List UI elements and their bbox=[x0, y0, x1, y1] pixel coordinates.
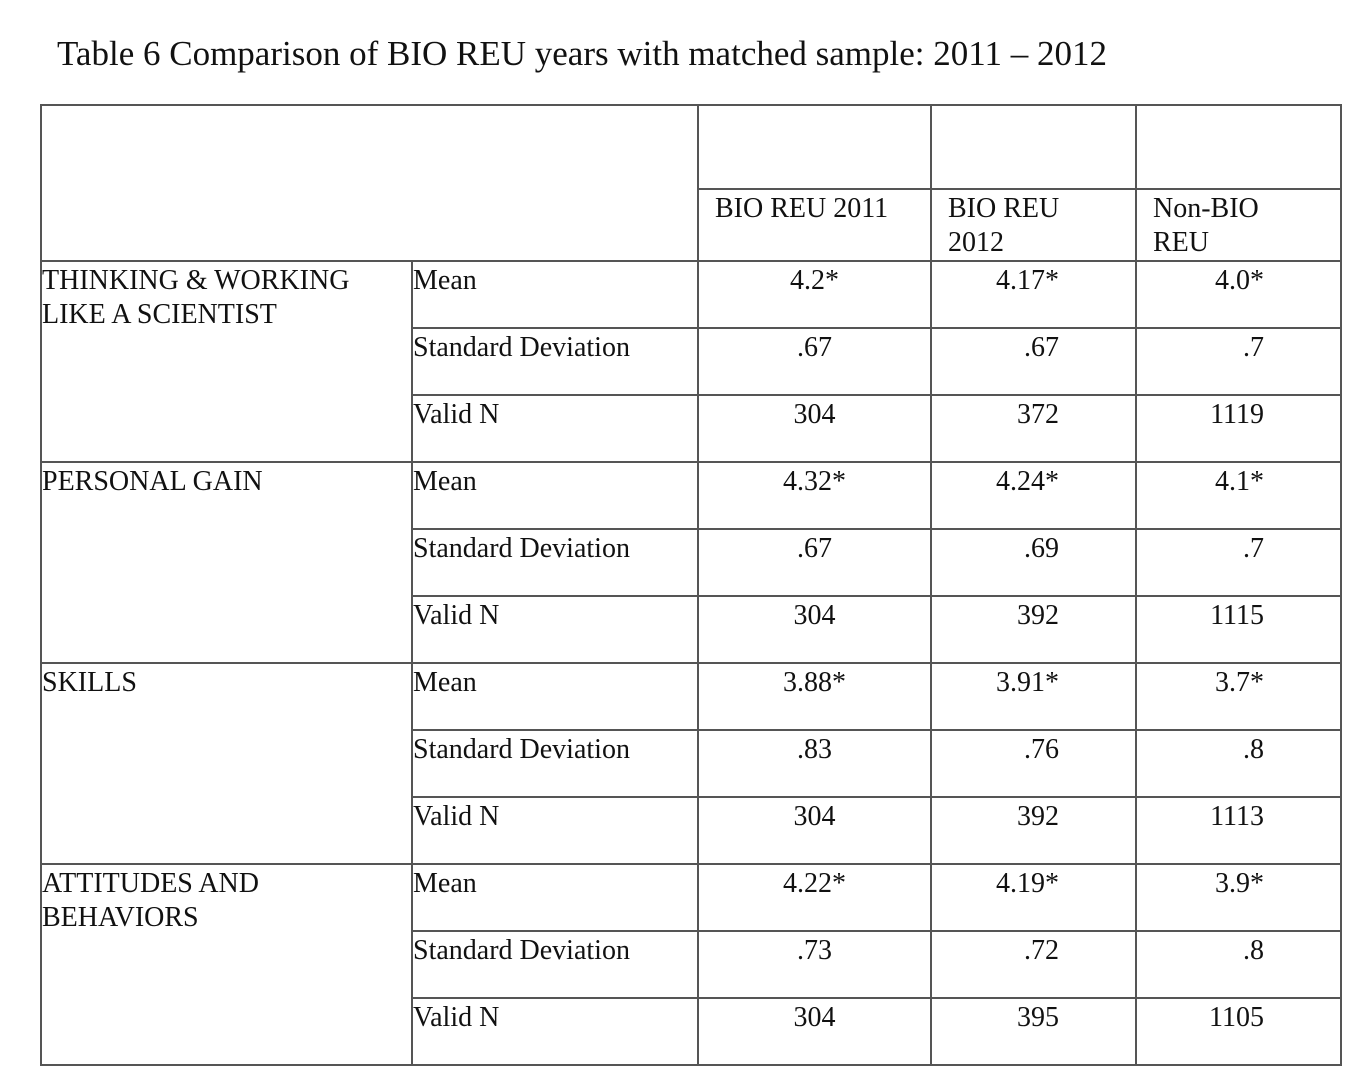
statistic-label-cell bbox=[412, 529, 698, 596]
statistic-label: Standard Deviation bbox=[413, 935, 630, 966]
category-cell bbox=[41, 261, 412, 462]
cell-value: 304 bbox=[793, 1002, 836, 1033]
cell-value: 4.2* bbox=[790, 265, 839, 296]
cell-value: 4.24* bbox=[996, 466, 1059, 497]
table-row bbox=[41, 864, 1341, 931]
value-cell bbox=[698, 529, 931, 596]
statistic-label: Valid N bbox=[413, 1002, 500, 1033]
cell-value: 392 bbox=[1017, 600, 1059, 631]
value-cell bbox=[698, 328, 931, 395]
cell-value: 3.9* bbox=[1215, 868, 1264, 899]
statistic-label: Mean bbox=[413, 868, 477, 899]
cell-value: 4.0* bbox=[1215, 265, 1264, 296]
value-cell bbox=[698, 797, 931, 864]
statistic-label-cell bbox=[412, 462, 698, 529]
cell-value: 304 bbox=[793, 399, 836, 430]
cell-value: .69 bbox=[1024, 533, 1059, 564]
value-cell bbox=[931, 797, 1136, 864]
header-spacer-cell bbox=[698, 105, 931, 189]
value-cell bbox=[698, 462, 931, 529]
value-cell bbox=[931, 998, 1136, 1065]
cell-value: .8 bbox=[1243, 935, 1264, 966]
value-cell bbox=[1136, 395, 1341, 462]
value-cell bbox=[1136, 261, 1341, 328]
value-cell bbox=[1136, 998, 1341, 1065]
statistic-label-cell bbox=[412, 395, 698, 462]
value-cell bbox=[698, 730, 931, 797]
cell-value: 304 bbox=[793, 600, 836, 631]
column-header-bio-reu-2012: BIO REU 2012 bbox=[931, 189, 1136, 261]
statistic-label-cell bbox=[412, 261, 698, 328]
statistic-label-cell bbox=[412, 663, 698, 730]
statistic-label: Mean bbox=[413, 265, 477, 296]
statistic-label-cell bbox=[412, 864, 698, 931]
value-cell bbox=[1136, 529, 1341, 596]
cell-value: 4.22* bbox=[783, 868, 846, 899]
value-cell bbox=[1136, 462, 1341, 529]
statistic-label-cell bbox=[412, 797, 698, 864]
cell-value: 4.19* bbox=[996, 868, 1059, 899]
cell-value: 3.88* bbox=[783, 667, 846, 698]
cell-value: 4.17* bbox=[996, 265, 1059, 296]
statistic-label: Standard Deviation bbox=[413, 332, 630, 363]
value-cell bbox=[931, 864, 1136, 931]
statistic-label: Valid N bbox=[413, 801, 500, 832]
cell-value: .8 bbox=[1243, 734, 1264, 765]
value-cell bbox=[1136, 663, 1341, 730]
header-blank-cell bbox=[41, 105, 698, 261]
value-cell bbox=[931, 529, 1136, 596]
cell-value: .76 bbox=[1024, 734, 1059, 765]
statistic-label-cell bbox=[412, 998, 698, 1065]
category-label: ATTITUDES AND BEHAVIORS bbox=[42, 868, 259, 933]
cell-value: 392 bbox=[1017, 801, 1059, 832]
column-header-non-bio-reu: Non-BIO REU bbox=[1136, 189, 1341, 261]
value-cell bbox=[931, 462, 1136, 529]
cell-value: .72 bbox=[1024, 935, 1059, 966]
statistic-label-cell bbox=[412, 730, 698, 797]
statistic-label-cell bbox=[412, 931, 698, 998]
cell-value: .67 bbox=[1024, 332, 1059, 363]
value-cell bbox=[698, 864, 931, 931]
cell-value: 1113 bbox=[1210, 801, 1264, 832]
statistic-label-cell bbox=[412, 596, 698, 663]
cell-value: .67 bbox=[797, 533, 832, 564]
cell-value: .7 bbox=[1243, 332, 1264, 363]
value-cell bbox=[931, 328, 1136, 395]
cell-value: 3.91* bbox=[996, 667, 1059, 698]
header-spacer-cell bbox=[1136, 105, 1341, 189]
value-cell bbox=[1136, 864, 1341, 931]
column-header-bio-reu-2011: BIO REU 2011 bbox=[698, 189, 931, 261]
statistic-label: Mean bbox=[413, 667, 477, 698]
value-cell bbox=[698, 931, 931, 998]
value-cell bbox=[698, 663, 931, 730]
cell-value: 4.1* bbox=[1215, 466, 1264, 497]
cell-value: 1119 bbox=[1210, 399, 1264, 430]
value-cell bbox=[1136, 730, 1341, 797]
table-row bbox=[41, 663, 1341, 730]
statistic-label: Standard Deviation bbox=[413, 533, 630, 564]
value-cell bbox=[931, 596, 1136, 663]
value-cell bbox=[698, 596, 931, 663]
cell-value: .83 bbox=[797, 734, 832, 765]
cell-value: .7 bbox=[1243, 533, 1264, 564]
cell-value: 4.32* bbox=[783, 466, 846, 497]
cell-value: 1105 bbox=[1209, 1002, 1264, 1033]
value-cell bbox=[1136, 328, 1341, 395]
cell-value: .73 bbox=[797, 935, 832, 966]
category-label: SKILLS bbox=[42, 667, 137, 698]
table-row bbox=[41, 261, 1341, 328]
statistic-label: Valid N bbox=[413, 399, 500, 430]
comparison-table bbox=[40, 104, 1342, 1066]
category-cell bbox=[41, 462, 412, 663]
value-cell bbox=[698, 395, 931, 462]
cell-value: 372 bbox=[1017, 399, 1059, 430]
value-cell bbox=[1136, 931, 1341, 998]
category-cell bbox=[41, 864, 412, 1065]
header-row-top bbox=[41, 105, 1341, 189]
value-cell bbox=[698, 261, 931, 328]
category-label: PERSONAL GAIN bbox=[42, 466, 263, 497]
table-row bbox=[41, 462, 1341, 529]
statistic-label-cell bbox=[412, 328, 698, 395]
statistic-label: Valid N bbox=[413, 600, 500, 631]
value-cell bbox=[1136, 596, 1341, 663]
cell-value: 304 bbox=[793, 801, 836, 832]
value-cell bbox=[931, 931, 1136, 998]
cell-value: 3.7* bbox=[1215, 667, 1264, 698]
category-label: THINKING & WORKING LIKE A SCIENTIST bbox=[42, 265, 350, 330]
header-spacer-cell bbox=[931, 105, 1136, 189]
cell-value: 1115 bbox=[1210, 600, 1264, 631]
value-cell bbox=[931, 395, 1136, 462]
value-cell bbox=[1136, 797, 1341, 864]
value-cell bbox=[931, 663, 1136, 730]
value-cell bbox=[931, 261, 1136, 328]
cell-value: .67 bbox=[797, 332, 832, 363]
statistic-label: Mean bbox=[413, 466, 477, 497]
statistic-label: Standard Deviation bbox=[413, 734, 630, 765]
value-cell bbox=[931, 730, 1136, 797]
category-cell bbox=[41, 663, 412, 864]
cell-value: 395 bbox=[1017, 1002, 1059, 1033]
value-cell bbox=[698, 998, 931, 1065]
table-title: Table 6 Comparison of BIO REU years with matched sample: 2011 – 2012 bbox=[57, 34, 1107, 73]
